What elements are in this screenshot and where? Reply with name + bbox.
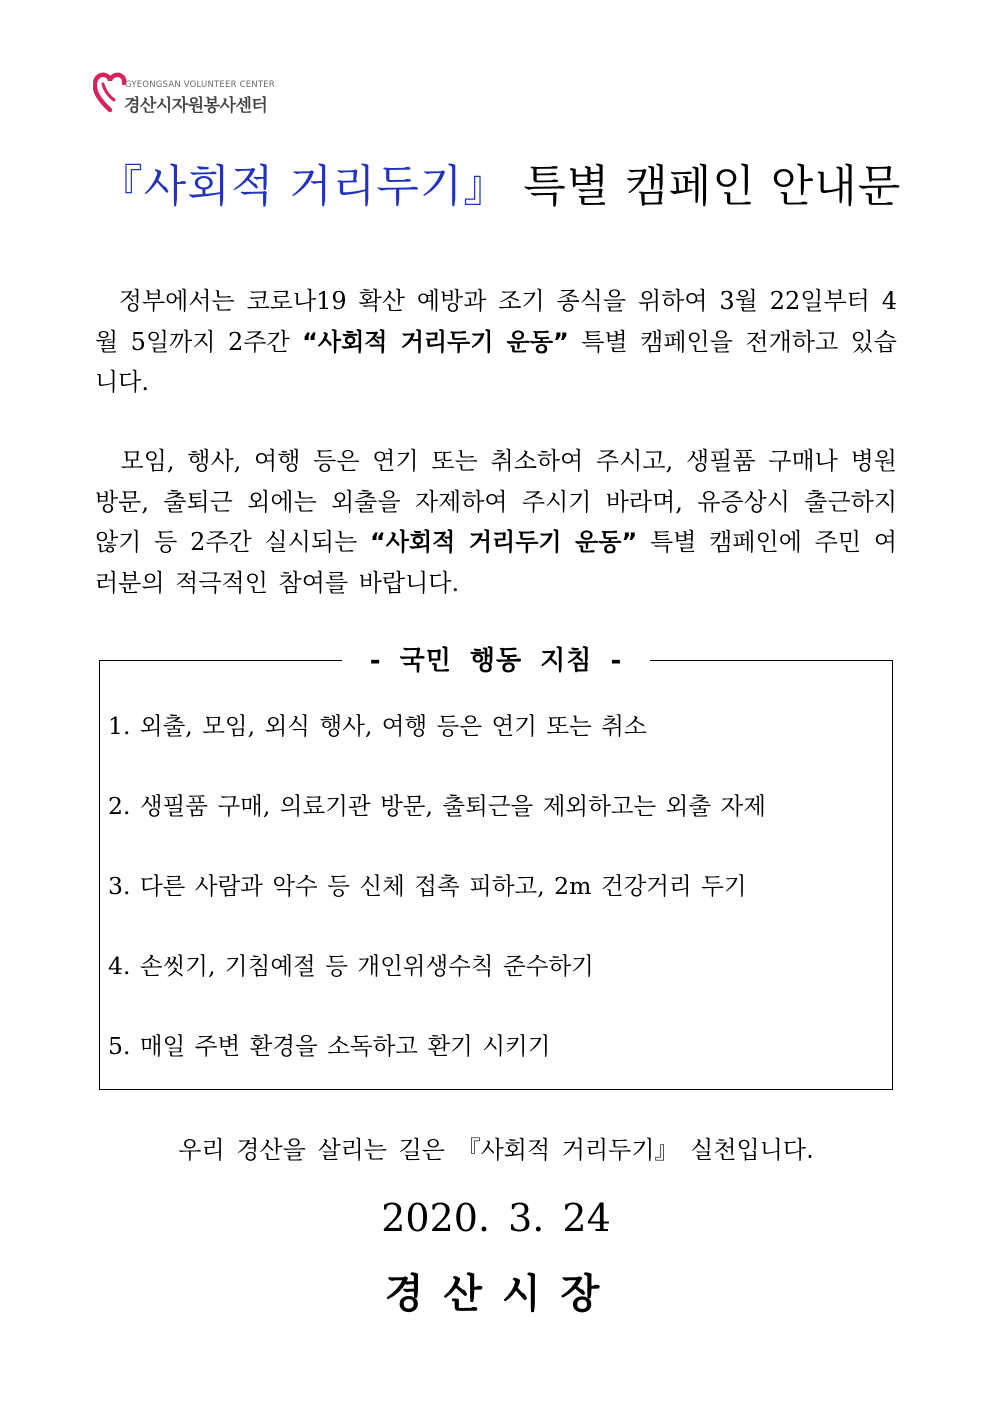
intro-text-2: 특별 캠페인을 전개하고 있습니다. bbox=[95, 327, 897, 396]
request-paragraph bbox=[95, 441, 897, 603]
signature: 경산시장 bbox=[384, 1270, 620, 1317]
request-text-2: 특별 캠페인에 주민 여러분의 적극적인 참여를 바랍니다. bbox=[95, 528, 898, 597]
logo-english-text: GYEONGSAN VOLUNTEER CENTER bbox=[125, 80, 275, 90]
closing-slogan: 우리 경산을 살리는 길은 『사회적 거리두기』 실천입니다. bbox=[178, 1136, 814, 1164]
title-accent: 『사회적 거리두기』 bbox=[98, 161, 509, 212]
request-text-1: 모임, 행사, 여행 등은 연기 또는 취소하여 주시고, 생필품 구매나 병원 방문, 출퇴근 외에는 외출을 자제하여 주시기 바라며, 유증상시 출근하지 않기 등 2주간 실시되는 bbox=[95, 447, 897, 556]
logo-korean-text: 경산시자원봉사센터 bbox=[124, 96, 268, 116]
guideline-item: 1. 외출, 모임, 외식 행사, 여행 등은 연기 또는 취소 bbox=[108, 712, 647, 740]
center-logo bbox=[93, 70, 313, 122]
issue-date: 2020. 3. 24 bbox=[381, 1196, 611, 1240]
title-rest: 특별 캠페인 안내문 bbox=[508, 161, 902, 212]
guidelines-title bbox=[100, 640, 892, 677]
guideline-item: 4. 손씻기, 기침예절 등 개인위생수칙 준수하기 bbox=[108, 952, 594, 980]
guideline-item: 3. 다른 사람과 악수 등 신체 접촉 피하고, 2m 건강거리 두기 bbox=[108, 872, 747, 900]
guidelines-title-text: - 국민 행동 지침 - bbox=[342, 646, 651, 676]
request-emphasis: “사회적 거리두기 운동” bbox=[370, 528, 638, 556]
guideline-item: 2. 생필품 구매, 의료기관 방문, 출퇴근을 제외하고는 외출 자제 bbox=[108, 792, 766, 820]
page-title bbox=[60, 150, 940, 214]
guidelines-box bbox=[99, 646, 893, 1090]
guideline-item: 5. 매일 주변 환경을 소독하고 환기 시키기 bbox=[108, 1032, 551, 1060]
intro-text-1: 정부에서는 코로나19 확산 예방과 조기 종식을 위하여 3월 22일부터 4월 5일까지 2주간 bbox=[95, 287, 897, 356]
intro-paragraph bbox=[95, 281, 897, 403]
intro-emphasis: “사회적 거리두기 운동” bbox=[302, 327, 569, 356]
heart-logo-icon bbox=[93, 70, 127, 114]
